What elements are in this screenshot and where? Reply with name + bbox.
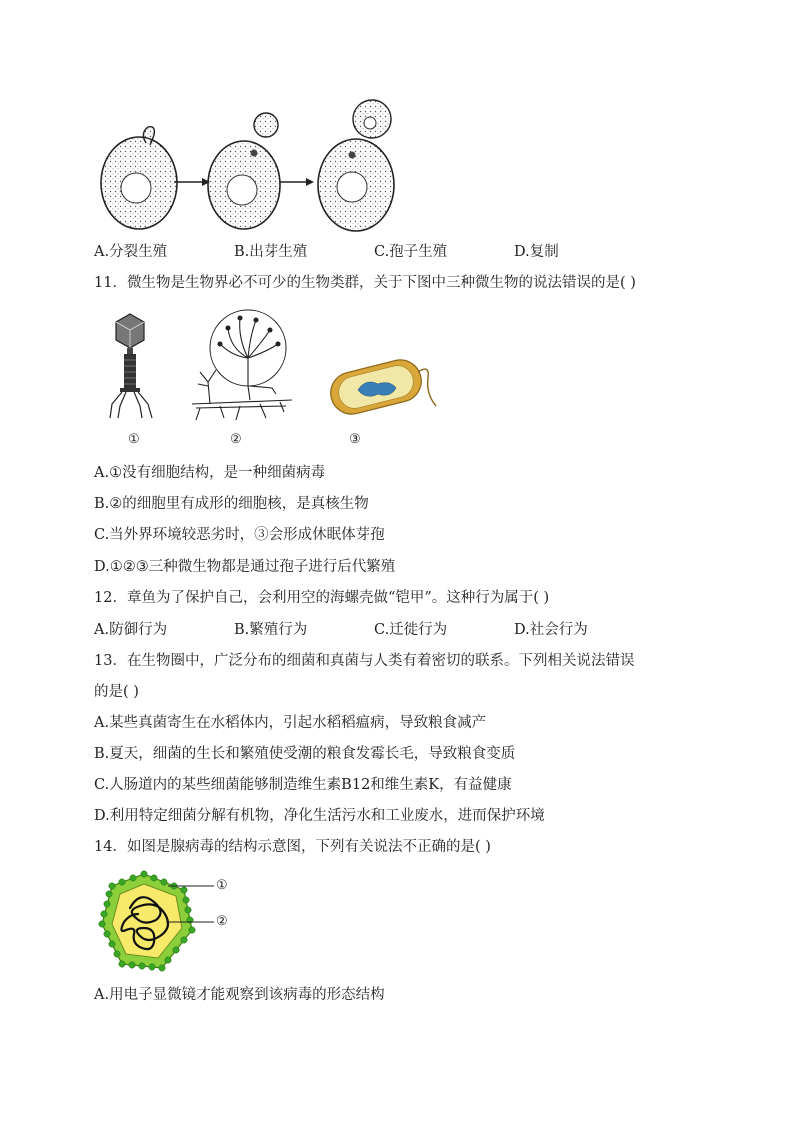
q11-fig-label-2: ② (230, 432, 242, 447)
q11-option-c: C.当外界环境较恶劣时，③会形成休眠体芽孢 (94, 527, 385, 543)
mold-drawing (192, 310, 292, 420)
yeast-cell-3 (318, 100, 394, 231)
microbes-figure (100, 308, 460, 428)
arrow-right-icon (280, 178, 314, 186)
q11-option-b: B.②的细胞里有成形的细胞核，是真核生物 (94, 496, 369, 512)
q10-option-b: B.出芽生殖 (234, 244, 308, 260)
q11-stem: 11．微生物是生物界必不可少的生物类群，关于下图中三种微生物的说法错误的是( ) (94, 275, 636, 291)
q12-options (94, 620, 714, 640)
q12-option-b: B.繁殖行为 (234, 622, 308, 638)
q13-stem-line2: 的是( ) (94, 684, 139, 700)
q10-option-a: A.分裂生殖 (94, 244, 168, 260)
q11-fig-label-1: ① (128, 432, 140, 447)
q11-option-d: D.①②③三种微生物都是通过孢子进行后代繁殖 (94, 559, 396, 575)
q12-stem: 12．章鱼为了保护自己，会利用空的海螺壳做“铠甲”。这种行为属于( ) (94, 590, 550, 606)
adenovirus-drawing (99, 871, 214, 971)
q10-options (94, 242, 714, 262)
q11-option-a: A.①没有细胞结构，是一种细菌病毒 (94, 465, 326, 481)
q13-stem-line1: 13．在生物圈中，广泛分布的细菌和真菌与人类有着密切的联系。下列相关说法错误 (94, 653, 635, 669)
yeast-cell-2 (208, 113, 280, 229)
q10-option-c: C.孢子生殖 (374, 244, 448, 260)
q14-stem: 14．如图是腺病毒的结构示意图，下列有关说法不正确的是( ) (94, 839, 491, 855)
adenovirus-figure (96, 868, 276, 978)
q10-option-d: D.复制 (514, 244, 559, 260)
bacterium-drawing (326, 355, 436, 418)
q11-fig-label-3: ③ (349, 432, 361, 447)
q13-option-a: A.某些真菌寄生在水稻体内，引起水稻稻瘟病，导致粮食减产 (94, 715, 487, 731)
arrow-right-icon (174, 178, 210, 186)
bacteriophage-drawing (110, 314, 152, 418)
q14-option-a: A.用电子显微镜才能观察到该病毒的形态结构 (94, 987, 385, 1003)
yeast-cell-1 (101, 127, 177, 229)
q12-option-d: D.社会行为 (514, 622, 588, 638)
yeast-budding-figure (94, 95, 404, 235)
q13-option-d: D.利用特定细菌分解有机物，净化生活污水和工业废水，进而保护环境 (94, 808, 545, 824)
q14-fig-label-1: ① (216, 878, 228, 893)
q12-option-a: A.防御行为 (94, 622, 168, 638)
q12-option-c: C.迁徙行为 (374, 622, 448, 638)
q14-fig-label-2: ② (216, 914, 228, 929)
q13-option-b: B.夏天，细菌的生长和繁殖使受潮的粮食发霉长毛，导致粮食变质 (94, 746, 516, 762)
q13-option-c: C.人肠道内的某些细菌能够制造维生素B12和维生素K，有益健康 (94, 777, 512, 793)
